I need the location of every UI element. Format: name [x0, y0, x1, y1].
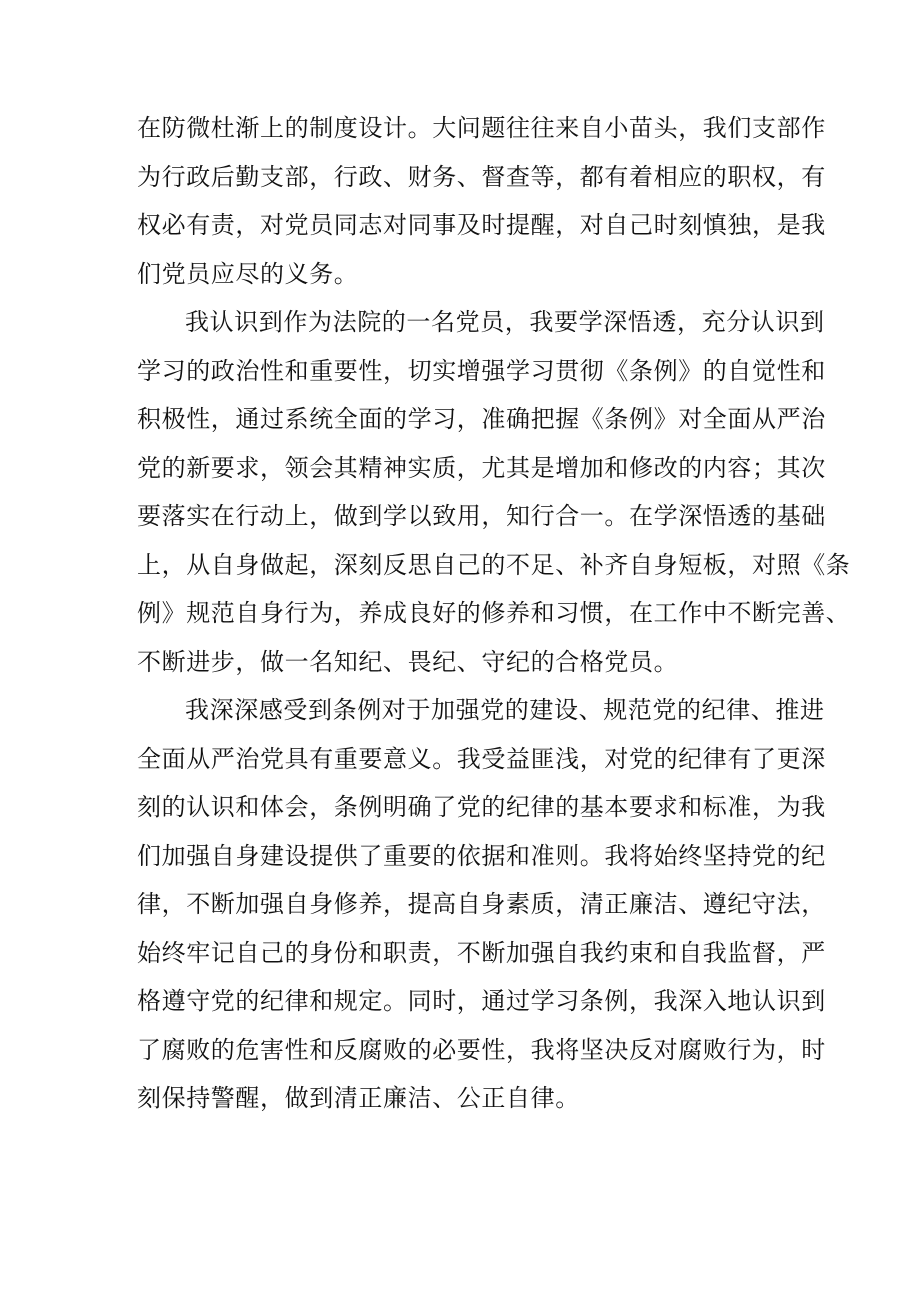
- text-line: 例》规范自身行为，养成良好的修养和习惯，在工作中不断完善、: [137, 599, 851, 627]
- text-line: 刻的认识和体会，条例明确了党的纪律的基本要求和标准，为我: [137, 793, 826, 821]
- text-line: 学习的政治性和重要性，切实增强学习贯彻《条例》的自觉性和: [137, 356, 826, 385]
- text-line: 要落实在行动上，做到学以致用，知行合一。在学深悟透的基础: [137, 502, 826, 530]
- text-line: 始终牢记自己的身份和职责，不断加强自我约束和自我监督，严: [137, 938, 826, 967]
- text-line: 全面从严治党具有重要意义。我受益匪浅，对党的纪律有了更深: [137, 744, 826, 773]
- text-line: 为行政后勤支部，行政、财务、督查等，都有着相应的职权，有: [137, 162, 826, 191]
- text-line: 律，不断加强自身修养，提高自身素质，清正廉洁、遵纪守法，: [137, 890, 826, 918]
- text-line: 们加强自身建设提供了重要的依据和准则。我将始终坚持党的纪: [137, 841, 826, 870]
- paragraph-first-line: 我认识到作为法院的一名党员，我要学深悟透，充分认识到: [185, 308, 825, 336]
- text-line: 格遵守党的纪律和规定。同时，通过学习条例，我深入地认识到: [137, 987, 826, 1015]
- paragraph-first-line: 我深深感受到条例对于加强党的建设、规范党的纪律、推进: [185, 696, 825, 724]
- text-line: 刻保持警醒，做到清正廉洁、公正自律。: [137, 1084, 580, 1112]
- text-line: 权必有责，对党员同志对同事及时提醒，对自己时刻慎独，是我: [137, 211, 826, 239]
- text-line: 上，从自身做起，深刻反思自己的不足、补齐自身短板，对照《条: [137, 550, 851, 579]
- text-line: 积极性，通过系统全面的学习，准确把握《条例》对全面从严治: [137, 405, 826, 433]
- text-line: 党的新要求，领会其精神实质，尤其是增加和修改的内容；其次: [137, 453, 826, 482]
- text-line: 了腐败的危害性和反腐败的必要性，我将坚决反对腐败行为，时: [137, 1035, 826, 1064]
- text-line: 不断进步，做一名知纪、畏纪、守纪的合格党员。: [137, 647, 679, 676]
- text-line: 在防微杜渐上的制度设计。大问题往往来自小苗头，我们支部作: [137, 114, 826, 142]
- text-line: 们党员应尽的义务。: [137, 259, 359, 288]
- document-body: [137, 104, 851, 1123]
